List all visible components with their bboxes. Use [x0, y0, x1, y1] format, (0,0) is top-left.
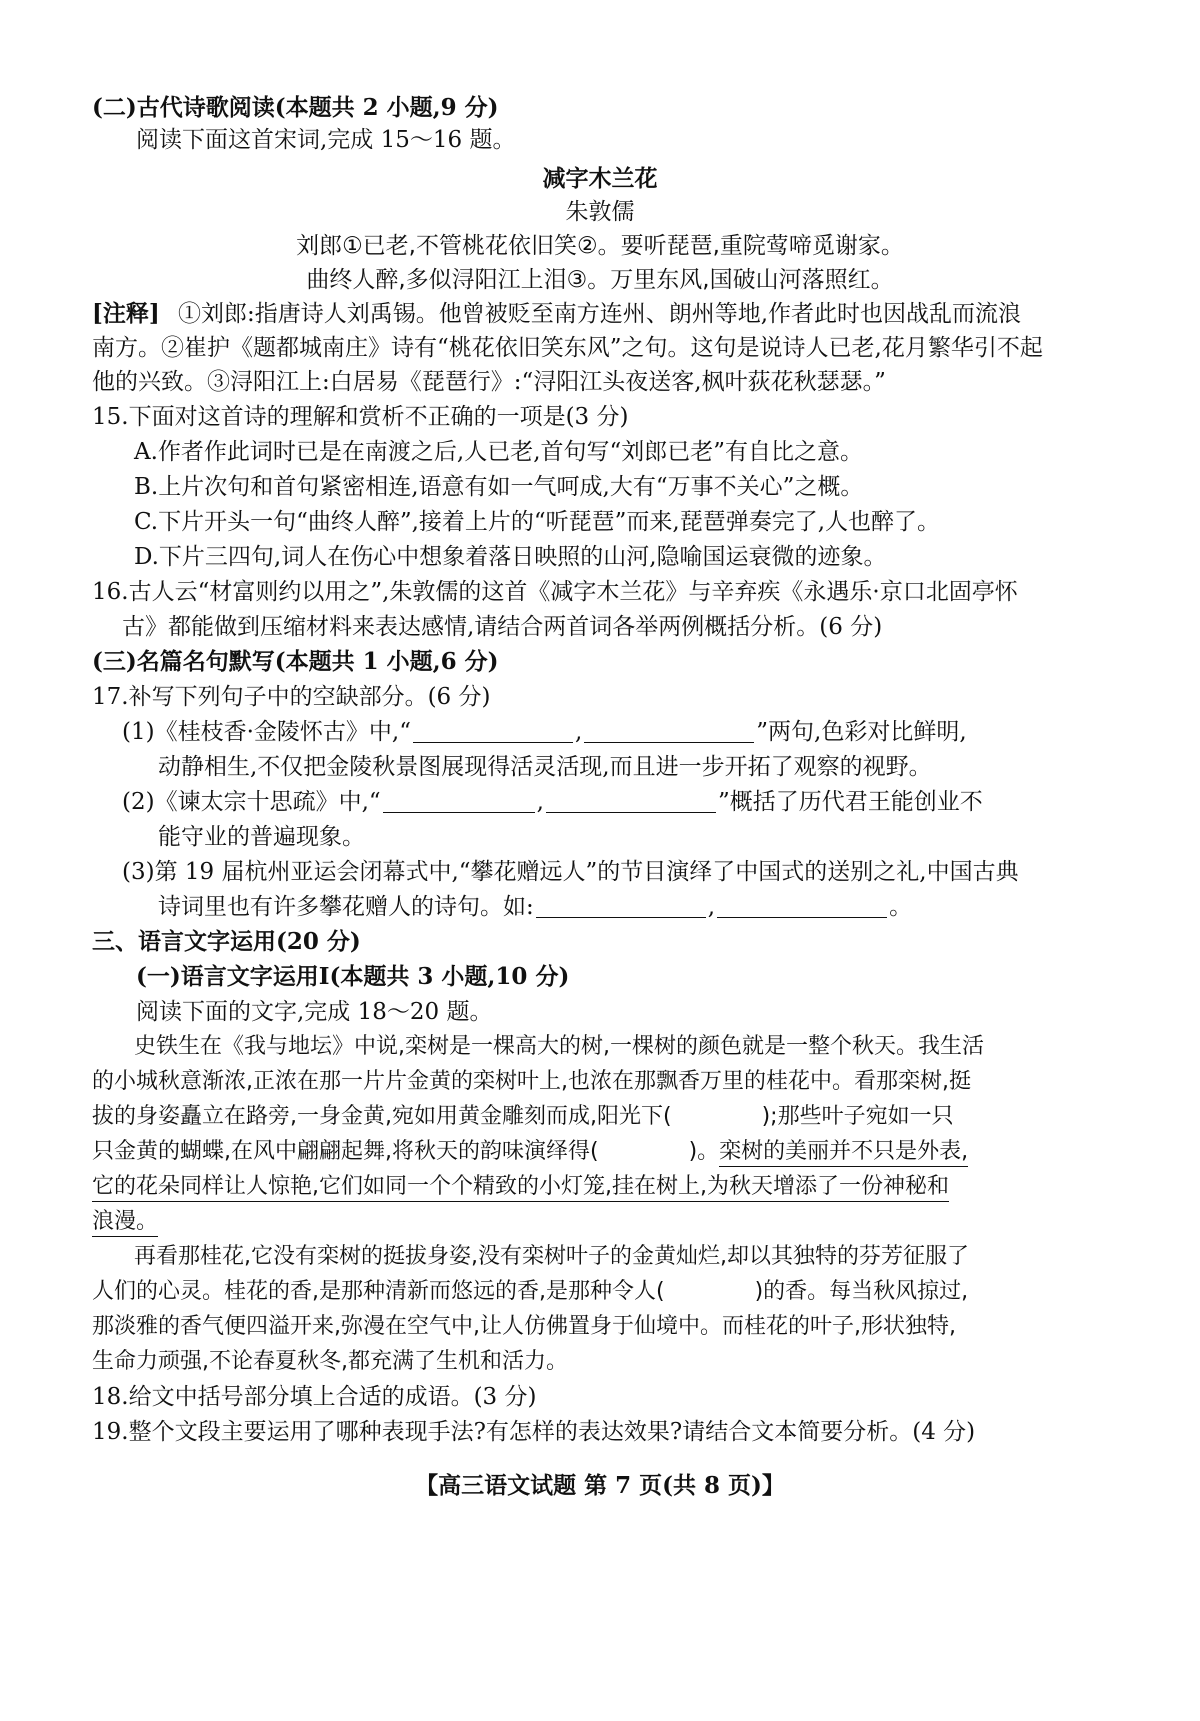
q17-stem: 17.补写下列句子中的空缺部分。(6 分) [92, 684, 491, 710]
q17-part-3-cont [158, 892, 912, 922]
answer-blank[interactable] [546, 790, 716, 813]
passage-line-4 [92, 1137, 968, 1167]
poem-line-1: 刘郎①已老,不管桃花依旧笑②。要听琵琶,重院莺啼觅谢家。 [296, 233, 904, 259]
q15-option-a: A.作者作此词时已是在南渡之后,人已老,首句写“刘郎已老”有自比之意。 [134, 439, 864, 465]
passage-line-8 [92, 1277, 968, 1307]
q17-part-1-lead: (1)《桂枝香·金陵怀古》中,“ [122, 719, 411, 745]
passage-line-4-close: )。 [688, 1139, 720, 1164]
section-heading-poetry: (二)古代诗歌阅读(本题共 2 小题,9 分) [92, 94, 499, 121]
answer-blank[interactable] [717, 895, 887, 918]
answer-blank[interactable] [584, 720, 754, 743]
passage-line-7: 再看那桂花,它没有栾树的挺拔身姿,没有栾树叶子的金黄灿烂,却以其独特的芬芳征服了 [134, 1244, 969, 1269]
underlined-sentence: 它的花朵同样让人惊艳,它们如同一个个精致的小灯笼,挂在树上,为秋天增添了一份神秘和 [92, 1174, 949, 1202]
notes-line-2: 南方。②崔护《题都城南庄》诗有“桃花依旧笑东风”之句。这句是说诗人已老,花月繁华引不起 [92, 335, 1043, 361]
passage-line-3 [92, 1102, 954, 1132]
passage-line-2: 的小城秋意渐浓,正浓在那一片片金黄的栾树叶上,也浓在那飘香万里的桂花中。看那栾树,挺 [92, 1069, 971, 1094]
poetry-intro: 阅读下面这首宋词,完成 15～16 题。 [136, 127, 516, 153]
subsection-heading: (一)语言文字运用Ⅰ(本题共 3 小题,10 分) [136, 963, 570, 990]
q17-part-1-tail: ”两句,色彩对比鲜明, [756, 719, 967, 745]
poem-title: 减字木兰花 [542, 165, 658, 192]
passage-line-1: 史铁生在《我与地坛》中说,栾树是一棵高大的树,一棵树的颜色就是一整个秋天。我生活 [134, 1034, 984, 1059]
q18-stem: 18.给文中括号部分填上合适的成语。(3 分) [92, 1384, 537, 1410]
passage-line-3-lead: 拔的身姿矗立在路旁,一身金黄,宛如用黄金雕刻而成,阳光下( [92, 1104, 672, 1129]
answer-blank[interactable] [383, 790, 535, 813]
notes-label: [注释] [92, 300, 160, 327]
notes-line-3: 他的兴致。③浔阳江上:白居易《琵琶行》:“浔阳江头夜送客,枫叶荻花秋瑟瑟。” [92, 369, 886, 395]
answer-blank[interactable] [413, 720, 573, 743]
notes-line-1: ①刘郎:指唐诗人刘禹锡。他曾被贬至南方连州、朗州等地,作者此时也因战乱而流浪 [178, 301, 1022, 327]
comma: , [574, 719, 583, 745]
q19-stem: 19.整个文段主要运用了哪种表现手法?有怎样的表达效果?请结合文本简要分析。(4 分) [92, 1419, 976, 1445]
section-heading-famous: (三)名篇名句默写(本题共 1 小题,6 分) [92, 648, 499, 675]
q16-line-2: 古》都能做到压缩材料来表达感情,请结合两首词各举两例概括分析。(6 分) [122, 614, 883, 640]
poem-author: 朱敦儒 [565, 199, 635, 225]
q17-part-1 [122, 717, 967, 747]
passage-line-5 [92, 1172, 949, 1202]
section-heading-language: 三、语言文字运用(20 分) [92, 928, 361, 955]
q17-part-2-tail: ”概括了历代君王能创业不 [717, 789, 983, 815]
passage-line-3-tail: );那些叶子宛如一只 [761, 1104, 954, 1129]
q17-part-2 [122, 787, 983, 817]
q16-line-1: 16.古人云“材富则约以用之”,朱敦儒的这首《减字木兰花》与辛弃疾《永遇乐·京口北固亭怀 [92, 579, 1018, 605]
passage-line-4-lead: 只金黄的蝴蝶,在风中翩翩起舞,将秋天的韵味演绎得( [92, 1139, 599, 1164]
passage-line-9: 那淡雅的香气便四溢开来,弥漫在空气中,让人仿佛置身于仙境中。而桂花的叶子,形状独特, [92, 1314, 956, 1339]
q15-option-d: D.下片三四句,词人在伤心中想象着落日映照的山河,隐喻国运衰微的迹象。 [134, 544, 887, 570]
q17-part-2-cont: 能守业的普遍现象。 [158, 824, 365, 850]
q17-part-2-lead: (2)《谏太宗十思疏》中,“ [122, 789, 381, 815]
passage-line-10: 生命力顽强,不论春夏秋冬,都充满了生机和活力。 [92, 1349, 568, 1374]
period: 。 [889, 894, 913, 920]
q15-option-b: B.上片次句和首句紧密相连,语意有如一气呵成,大有“万事不关心”之概。 [134, 474, 864, 500]
comma: , [707, 894, 716, 920]
passage-line-6 [92, 1207, 158, 1237]
page-footer: 【高三语文试题 第 7 页(共 8 页)】 [415, 1472, 785, 1499]
q15-stem: 15.下面对这首诗的理解和赏析不正确的一项是(3 分) [92, 404, 629, 430]
comma: , [536, 789, 544, 815]
q17-part-3: (3)第 19 届杭州亚运会闭幕式中,“攀花赠远人”的节目演绎了中国式的送别之礼,中国古典 [122, 859, 1019, 885]
underlined-sentence: 栾树的美丽并不只是外表, [719, 1139, 968, 1167]
passage-line-8-lead: 人们的心灵。桂花的香,是那种清新而悠远的香,是那种令人( [92, 1279, 665, 1304]
q17-part-3-lead: 诗词里也有许多攀花赠人的诗句。如: [158, 894, 534, 920]
poem-line-2: 曲终人醉,多似浔阳江上泪③。万里东风,国破山河落照红。 [306, 267, 894, 293]
passage-line-8-tail: )的香。每当秋风掠过, [754, 1279, 969, 1304]
underlined-sentence: 浪漫。 [92, 1209, 158, 1237]
q15-option-c: C.下片开头一句“曲终人醉”,接着上片的“听琵琶”而来,琵琶弹奏完了,人也醉了。 [134, 509, 941, 535]
answer-blank[interactable] [536, 895, 706, 918]
q17-part-1-cont: 动静相生,不仅把金陵秋景图展现得活灵活现,而且进一步开拓了观察的视野。 [158, 754, 932, 780]
passage-intro: 阅读下面的文字,完成 18～20 题。 [136, 999, 493, 1025]
